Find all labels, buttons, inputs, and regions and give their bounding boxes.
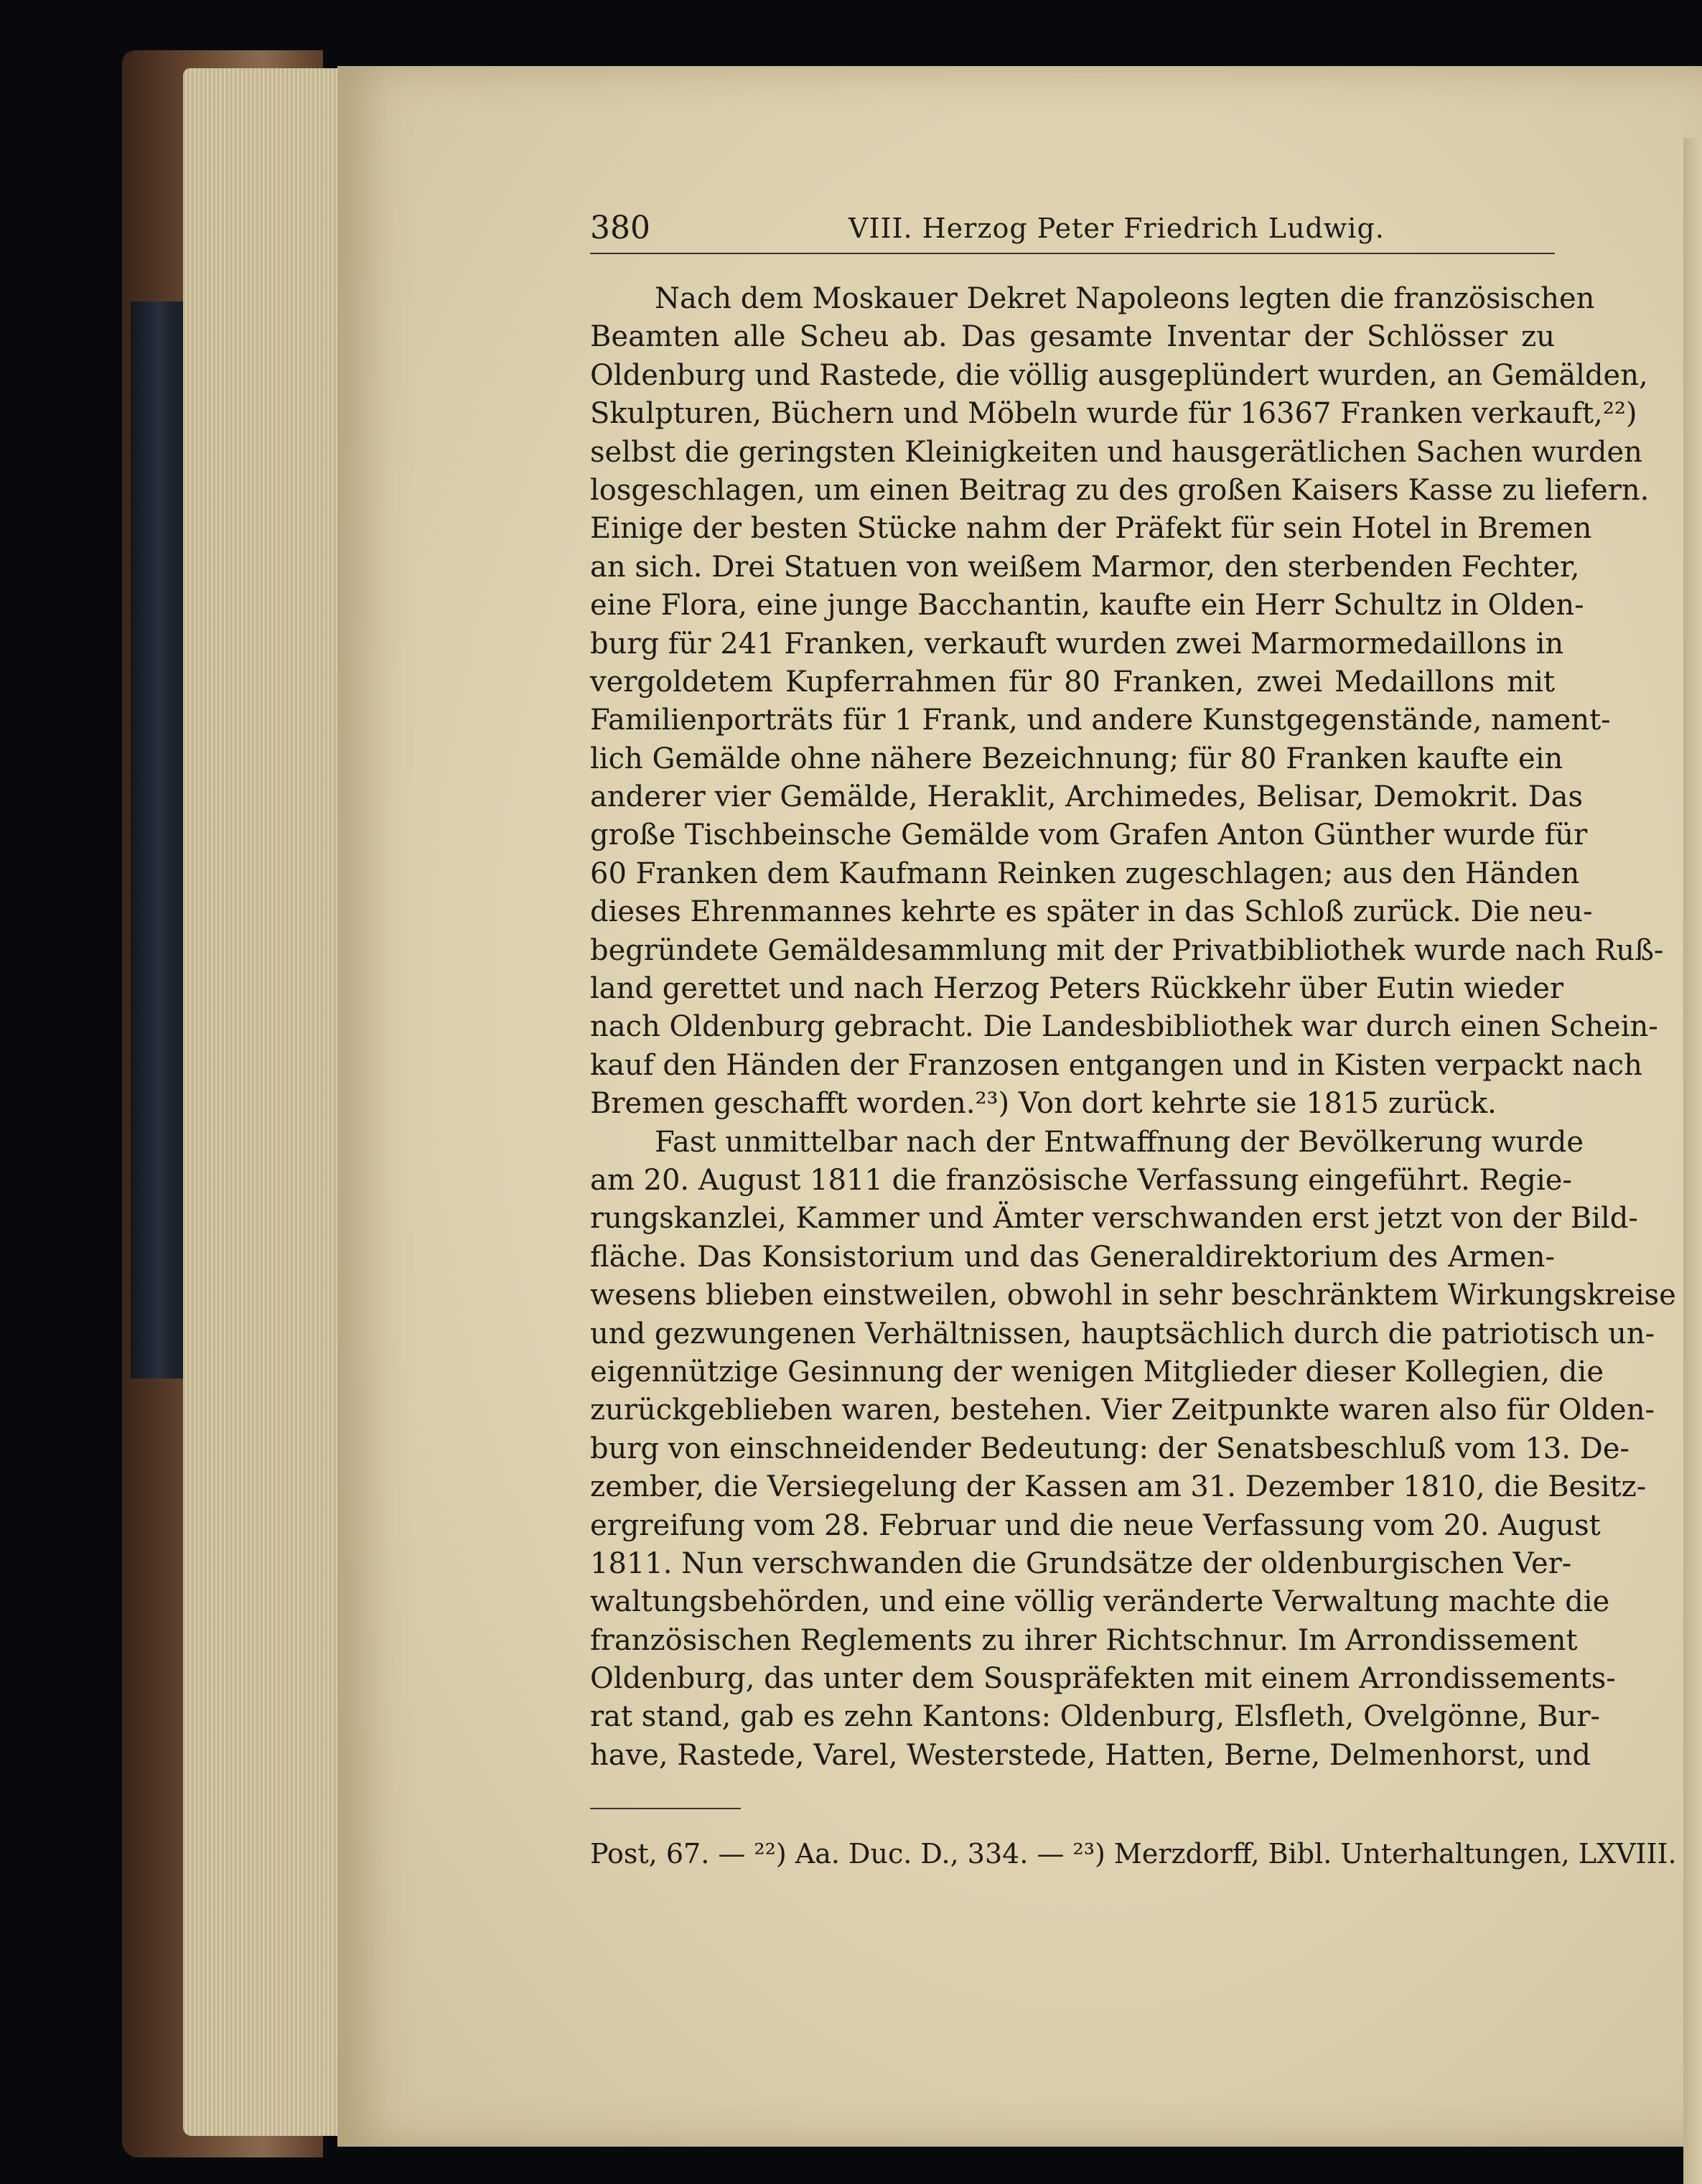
paragraph-2 [590,1124,1676,1775]
paragraph-1 [590,280,1664,1124]
text-line: anderer vier Gemälde, Heraklit, Archimedes, Belisar, Demokrit. Das [590,780,1584,814]
text-line: Fast unmittelbar nach der Entwaffnung der Bevölkerung wurde [655,1125,1584,1159]
text-line: Beamten alle Scheu ab. Das gesamte Inventar der Schlösser zu [590,320,1555,354]
text-line: burg für 241 Franken, verkauft wurden zwei Marmormedaillons in [590,627,1564,661]
text-line: lich Gemälde ohne nähere Bezeichnung; für 80 Franken kaufte ein [590,742,1563,775]
text-line: Nach dem Moskauer Dekret Napoleons legten die französischen [655,282,1595,315]
text-line: rungskanzlei, Kammer und Ämter verschwanden erst jetzt von der Bild- [590,1202,1638,1236]
page-header [590,210,1555,254]
text-line: an sich. Drei Statuen von weißem Marmor, den sterbenden Fechter, [590,550,1580,584]
text-line: dieses Ehrenmannes kehrte es später in das Schloß zurück. Die neu- [590,895,1593,929]
text-line: have, Rastede, Varel, Westerstede, Hatten, Berne, Delmenhorst, und [590,1738,1591,1772]
text-line: französischen Reglements zu ihrer Richtschnur. Im Arrondissement [590,1623,1578,1657]
text-line: wesens blieben einstweilen, obwohl in sehr beschränktem Wirkungskreise [590,1279,1676,1312]
text-line: eine Flora, eine junge Bacchantin, kaufte ein Herr Schultz in Olden- [590,589,1584,622]
text-line: rat stand, gab es zehn Kantons: Oldenburg, Elsfleth, Ovelgönne, Bur- [590,1700,1601,1734]
text-line: begründete Gemäldesammlung mit der Privatbibliothek wurde nach Ruß- [590,933,1664,967]
text-line: Oldenburg und Rastede, die völlig ausgeplündert wurden, an Gemälden, [590,358,1648,392]
footnote-divider [590,1808,741,1809]
text-line: kauf den Händen der Franzosen entgangen und in Kisten verpackt nach [590,1048,1642,1082]
text-line: selbst die geringsten Kleinigkeiten und hausgerätlichen Sachen wurden [590,435,1642,469]
text-line: waltungsbehörden, und eine völlig veränderte Verwaltung machte die [590,1585,1610,1619]
running-head: VIII. Herzog Peter Friedrich Ludwig. [848,213,1385,244]
text-line: land gerettet und nach Herzog Peters Rückkehr über Eutin wieder [590,972,1564,1006]
text-line: Einige der besten Stücke nahm der Präfekt für sein Hotel in Bremen [590,512,1592,546]
page-number: 380 [590,210,650,246]
text-line: nach Oldenburg gebracht. Die Landesbibliothek war durch einen Schein- [590,1010,1658,1044]
footnotes: Post, 67. — ²²) Aa. Duc. D., 334. — ²³) Merzdorff, Bibl. Unterhaltungen, LXVIII. [590,1838,1677,1870]
text-line: Skulpturen, Büchern und Möbeln wurde für 16367 Franken verkauft,²²) [590,397,1637,431]
text-line: burg von einschneidender Bedeutung: der Senatsbeschluß vom 13. De- [590,1432,1630,1465]
text-line: und gezwungenen Verhältnissen, hauptsächlich durch die patriotisch un- [590,1317,1655,1350]
text-line: Bremen geschafft worden.²³) Von dort kehrte sie 1815 zurück. [590,1087,1497,1121]
text-line: zurückgeblieben waren, bestehen. Vier Zeitpunkte waren also für Olden- [590,1394,1655,1427]
text-line: 60 Franken dem Kaufmann Reinken zugeschlagen; aus den Händen [590,857,1580,890]
text-line: eigennützige Gesinnung der wenigen Mitglieder dieser Kollegien, die [590,1355,1604,1389]
text-line: ergreifung vom 28. Februar und die neue Verfassung vom 20. August [590,1508,1601,1542]
text-line: zember, die Versiegelung der Kassen am 31. Dezember 1810, die Besitz- [590,1470,1647,1504]
text-line: fläche. Das Konsistorium und das Generaldirektorium des Armen- [590,1240,1555,1274]
text-line: Oldenburg, das unter dem Souspräfekten mit einem Arrondissements- [590,1662,1616,1696]
next-page-edge [1683,138,1702,2184]
text-line: losgeschlagen, um einen Beitrag zu des großen Kaisers Kasse zu liefern. [590,473,1650,507]
text-line: am 20. August 1811 die französische Verfassung eingeführt. Regie- [590,1163,1572,1197]
body-text [590,280,1676,1775]
text-line: große Tischbeinsche Gemälde vom Grafen Anton Günther wurde für [590,818,1588,852]
page-edges [183,68,348,2136]
text-line: vergoldetem Kupferrahmen für 80 Franken, zwei Medaillons mit [590,665,1555,699]
text-line: Familienporträts für 1 Frank, und andere Kunstgegenstände, nament- [590,704,1611,737]
text-line: 1811. Nun verschwanden die Grundsätze der oldenburgischen Ver- [590,1546,1572,1580]
